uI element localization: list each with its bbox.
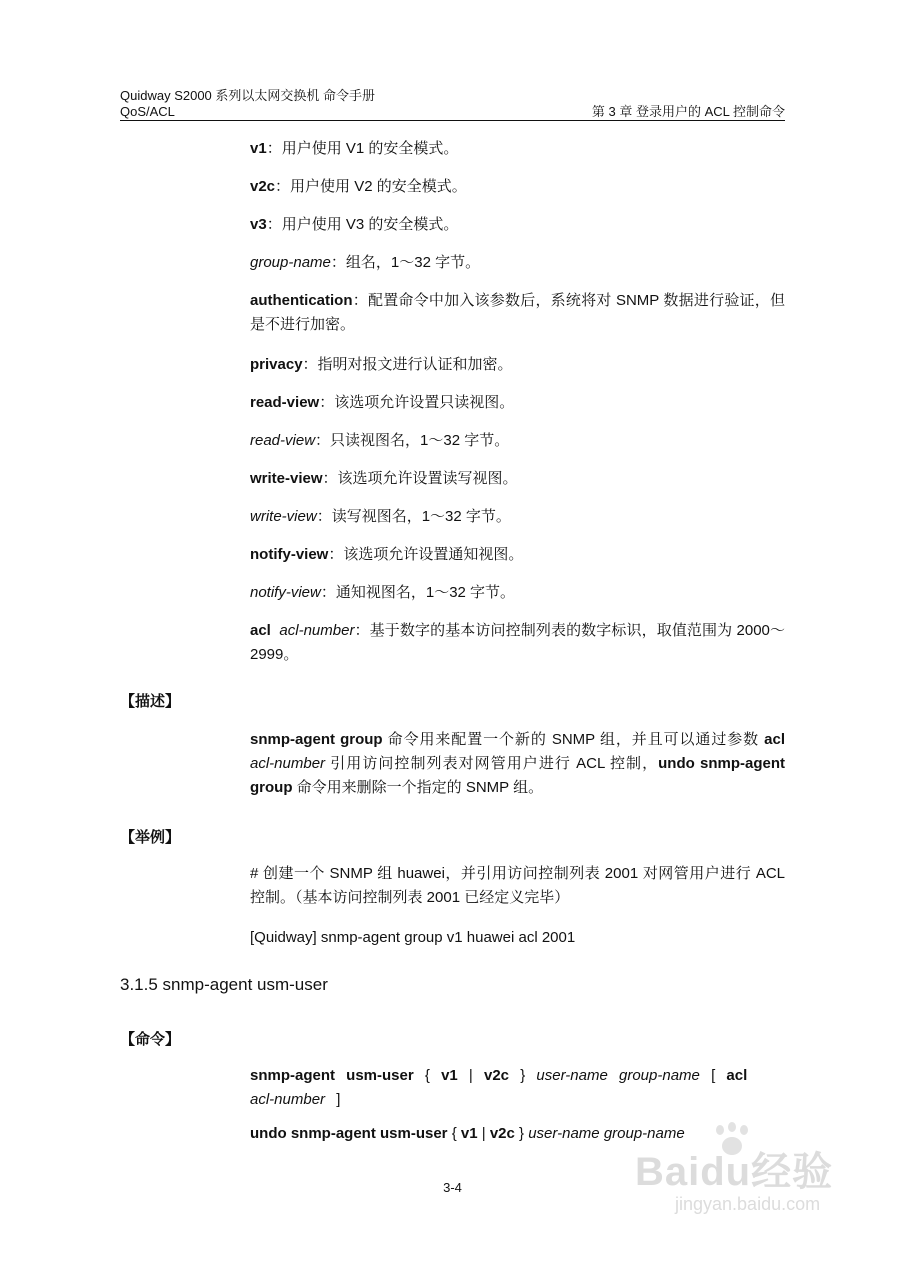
subsection-title: 3.1.5 snmp-agent usm-user [120,975,328,994]
example-heading: 【举例】 [120,829,181,846]
watermark-logo: Baidu经验 [635,1150,834,1194]
param-notify-view-name: notify-view：通知视图名，1～32 字节。 [250,584,516,601]
param-read-view-keyword: read-view：该选项允许设置只读视图。 [250,394,515,411]
description-heading: 【描述】 [120,693,181,710]
chapter-title: 第 3 章 登录用户的 ACL 控制命令 [591,104,785,119]
watermark-url: jingyan.baidu.com [675,1194,821,1214]
manual-section: QoS/ACL [120,104,175,119]
param-acl: acl acl-number：基于数字的基本访问控制列表的数字标识，取值范围为 2000～2999。 [250,622,785,663]
description-text: snmp-agent group 命令用来配置一个新的 SNMP 组，并且可以通过参数 acl acl-number 引用访问控制列表对网管用户进行 ACL 控制，undo snmp-agent group 命令用来删除一个指定的 SNMP 组。 [250,731,785,796]
param-v2c: v2c：用户使用 V2 的安全模式。 [250,178,467,195]
param-notify-view-keyword: notify-view：该选项允许设置通知视图。 [250,546,524,563]
manual-title: Quidway S2000 系列以太网交换机 命令手册 [120,88,376,103]
example-command: [Quidway] snmp-agent group v1 huawei acl 2001 [250,929,576,946]
param-write-view-name: write-view：读写视图名，1～32 字节。 [250,508,511,525]
param-authentication: authentication：配置命令中加入该参数后，系统将对 SNMP 数据进行验证，但是不进行加密。 [250,292,785,333]
command-heading: 【命令】 [120,1031,181,1048]
header-divider [120,120,785,121]
example-comment: # 创建一个 SNMP 组 huawei，并引用访问控制列表 2001 对网管用户进行 ACL 控制。（基本访问控制列表 2001 已经定义完毕） [250,865,785,906]
param-v1: v1：用户使用 V1 的安全模式。 [250,140,459,157]
command-syntax-1: snmp-agent usm-user { v1 | v2c } user-name group-name [ acl acl-number ] [250,1067,748,1108]
param-group-name: group-name：组名，1～32 字节。 [250,254,481,271]
page-number: 3-4 [443,1180,462,1195]
param-privacy: privacy：指明对报文进行认证和加密。 [250,356,513,373]
param-write-view-keyword: write-view：该选项允许设置读写视图。 [250,470,518,487]
running-header-left [120,88,375,120]
command-syntax-2: undo snmp-agent usm-user { v1 | v2c } user-name group-name [250,1125,685,1142]
param-v3: v3：用户使用 V3 的安全模式。 [250,216,459,233]
param-read-view-name: read-view：只读视图名，1～32 字节。 [250,432,510,449]
